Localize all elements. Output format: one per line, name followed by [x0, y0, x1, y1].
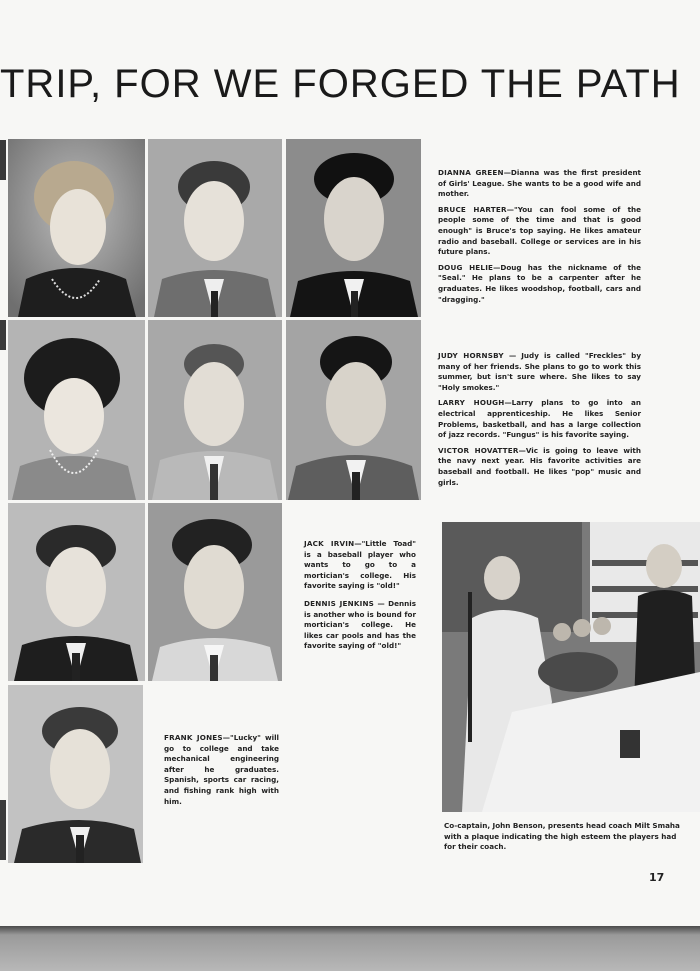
portrait-dennis-jenkins: [148, 503, 282, 681]
portrait-bruce-harter: [148, 139, 282, 317]
facing-page-edge: [0, 800, 6, 860]
photo-coach-plaque-presentation: [442, 522, 700, 812]
bio-text: —Larry plans to go into an electrical apprenticeship. He likes Senior Problems, basketball, and has a large collection of jazz records. "Fungus" is his favorite saying.: [438, 398, 641, 440]
bio-name: JUDY HORNSBY: [438, 351, 504, 360]
bio-larry-hough: [438, 398, 641, 440]
bios-top-right: [438, 168, 641, 310]
bio-text: —"Little Toad" is a baseball player who wants to go to a mortician's college. His favorite saying is "old!": [304, 539, 417, 591]
portrait-victor-hovatter: [286, 320, 421, 500]
bio-name: JACK IRVIN: [304, 539, 355, 548]
portrait-dianna-green: [8, 139, 145, 317]
bio-dianna-green: [438, 168, 641, 200]
bio-name: DIANNA GREEN: [438, 168, 504, 177]
bio-name: DOUG HELIE: [438, 262, 494, 272]
bio-name: VICTOR HOVATTER: [438, 445, 519, 455]
page-number: 17: [649, 871, 665, 884]
portrait-doug-helie: [286, 139, 421, 317]
bio-doug-helie: [438, 263, 641, 305]
bio-dennis-jenkins: [304, 599, 416, 652]
bio-frank-jones: [164, 733, 279, 807]
bio-text: — Judy is called "Freckles" by many of her friends. She plans to go to work this summer, but isn't sure where. She likes to say "Holy smokes.": [438, 351, 642, 392]
portrait-jack-irvin: [8, 503, 145, 681]
bio-name: DENNIS JENKINS: [304, 598, 375, 608]
bio-text: —"Lucky" will go to college and take mechanical engineering after he graduates. Spanish, sports car racing, and fishing rank high with him.: [164, 733, 279, 806]
bio-text: — Dennis is another who is bound for mortician's college. He likes car pools and has the favorite saying of "old!": [304, 598, 416, 651]
page-headline: TRIP, FOR WE FORGED THE PATH: [0, 62, 681, 106]
bio-name: FRANK JONES: [164, 733, 223, 742]
bio-text: —Vic is going to leave with the navy next year. His favorite activities are baseball and football. He likes "pop" music and girls.: [438, 445, 641, 487]
photo-caption: Co-captain, John Benson, presents head coach Milt Smaha with a plaque indicating the high esteem the players had for their coach.: [444, 821, 680, 852]
portrait-frank-jones: [8, 685, 143, 863]
bio-victor-hovatter: [438, 446, 641, 488]
bio-text: —"You can fool some of the people some of the time and that is good enough" is Bruce's top saying. He likes amateur radio and baseball. College or services are in his future plans.: [438, 204, 641, 257]
bio-name: LARRY HOUGH: [438, 398, 505, 408]
facing-page-edge: [0, 140, 6, 180]
bio-bruce-harter: [438, 205, 641, 258]
bio-jack-irvin: [304, 539, 416, 592]
portrait-larry-hough: [148, 320, 282, 500]
portrait-judy-hornsby: [8, 320, 145, 500]
bios-center: [304, 539, 416, 659]
scanner-bottom-band: [0, 926, 700, 971]
bio-text: —Dianna was the first president of Girls' League. She wants to be a good wife and mother.: [438, 168, 641, 199]
bio-bottom: [164, 733, 279, 812]
bio-name: BRUCE HARTER: [438, 204, 507, 214]
facing-page-edge: [0, 320, 6, 350]
bio-judy-hornsby: [438, 351, 641, 393]
bio-text: —Doug has the nickname of the "Seal." He plans to be a carpenter after he graduates. He likes woodshop, football, cars and "dragging.": [438, 262, 641, 304]
bios-middle-right: [438, 351, 641, 493]
